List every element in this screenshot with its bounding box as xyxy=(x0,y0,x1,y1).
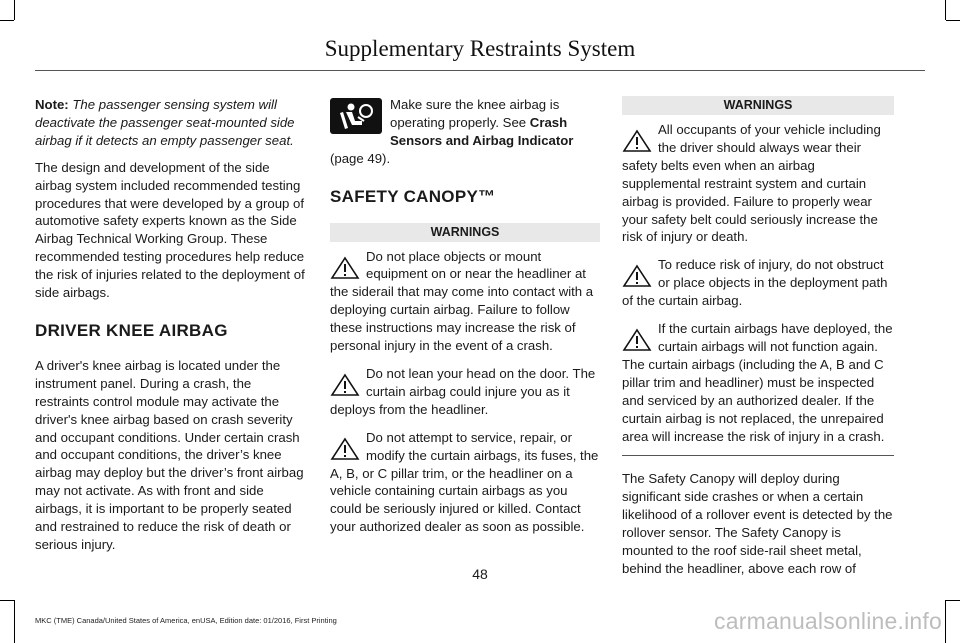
knee-check-text: Make sure the knee airbag is operating properly. See xyxy=(390,97,560,130)
airbag-indicator-icon xyxy=(330,98,382,134)
column-middle xyxy=(330,96,600,546)
section-heading-knee-airbag: DRIVER KNEE AIRBAG xyxy=(35,320,228,340)
crop-mark xyxy=(946,600,960,601)
crop-mark xyxy=(14,600,15,643)
warning-text: Do not attempt to service, repair, or modify the curtain airbags, its fuses, the A, B, or C pillar trim, or the headliner on a vehicle containing curtain airbags as you could be seriously injured or killed. Contact your authorized dealer as soon as possible. xyxy=(330,429,599,535)
warning-item xyxy=(330,248,600,355)
note-text: The passenger sensing system will deactivate the passenger seat-mounted side airbag if it detects an empty passenger seat. xyxy=(35,97,295,148)
warning-triangle-icon xyxy=(622,129,652,153)
column-left xyxy=(35,96,305,563)
warning-text: Do not lean your head on the door. The curtain airbag could injure you as it deploys from the headliner. xyxy=(330,365,596,417)
section-heading-safety-canopy: SAFETY CANOPY™ xyxy=(330,186,496,206)
column-right xyxy=(622,96,894,587)
warning-item xyxy=(622,121,894,246)
header-divider xyxy=(35,70,925,71)
knee-airbag-check xyxy=(330,96,600,168)
safety-canopy-paragraph: The Safety Canopy will deploy during significant side crashes or when a certain likelihood of a rollover event is detected by the rollover sensor. The Safety Canopy is mounted to the roof side-rail sheet metal, behind the headliner, above each row of xyxy=(622,471,893,576)
warning-text: To reduce risk of injury, do not obstruct or place objects in the deployment path of the curtain airbag. xyxy=(622,257,888,309)
crop-mark xyxy=(0,600,14,601)
crop-mark xyxy=(946,20,960,21)
warning-text: If the curtain airbags have deployed, the curtain airbags will not function again. The curtain airbags (including the A, B and C pillar trim and headliner) must be inspected and serviced by an authorized dealer. If the curtain airbag is not replaced, the unrepaired area will increase the risk of injury in a crash. xyxy=(622,321,893,444)
warning-text: Do not place objects or mount equipment on or near the headliner at the siderail that may come into contact with a deploying curtain airbag. Failure to follow these instructions may increase the risk of personal injury in the event of a crash. xyxy=(330,248,594,354)
warning-item xyxy=(622,256,894,310)
side-airbag-paragraph: The design and development of the side airbag system included recommended testing procedures that were developed by a group of automotive safety experts known as the Side Airbag Technical Working Group. These recommended testing procedures help reduce the risk of injuries related to the deployment of side airbags. xyxy=(35,159,305,301)
crop-mark xyxy=(0,20,14,21)
crop-mark xyxy=(945,0,946,20)
page-title: Supplementary Restraints System xyxy=(324,36,636,61)
page-number: 48 xyxy=(472,566,488,582)
page-reference: (page 49). xyxy=(330,150,391,166)
note-label: Note: xyxy=(35,97,69,112)
warning-item xyxy=(330,429,600,536)
warnings-header: WARNINGS xyxy=(330,223,600,242)
warnings-header: WARNINGS xyxy=(622,96,894,115)
warning-triangle-icon xyxy=(622,264,652,288)
warning-triangle-icon xyxy=(330,437,360,461)
note-paragraph xyxy=(35,96,305,150)
warnings-end-divider xyxy=(622,455,894,456)
warning-item xyxy=(622,320,894,445)
warning-triangle-icon xyxy=(330,373,360,397)
crop-mark xyxy=(14,0,15,20)
warning-item xyxy=(330,365,600,419)
warning-triangle-icon xyxy=(622,328,652,352)
warning-triangle-icon xyxy=(330,256,360,280)
knee-airbag-paragraph: A driver's knee airbag is located under the instrument panel. During a crash, the restraints control module may activate the driver's knee airbag based on crash severity and occupant conditions. Under certain crash and occupant conditions, the driver’s knee airbag may deploy but the driver’s front airbag may not activate. As with front and side airbags, it is important to be properly seated and restrained to reduce the risk of death or serious injury. xyxy=(35,357,304,552)
edition-footer: MKC (TME) Canada/United States of America, enUSA, Edition date: 01/2016, First Printing xyxy=(35,616,337,625)
cross-reference-link[interactable]: Crash Sensors and Airbag Indicator xyxy=(390,114,574,148)
watermark: carmanualsonline.info xyxy=(714,608,942,634)
warning-text: All occupants of your vehicle including the driver should always wear their safety belts even when an airbag supplemental restraint system and curtain airbag is provided. Failure to properly wear your safety belt could seriously increase the risk of injury or death. xyxy=(622,122,881,245)
crop-mark xyxy=(945,600,946,643)
